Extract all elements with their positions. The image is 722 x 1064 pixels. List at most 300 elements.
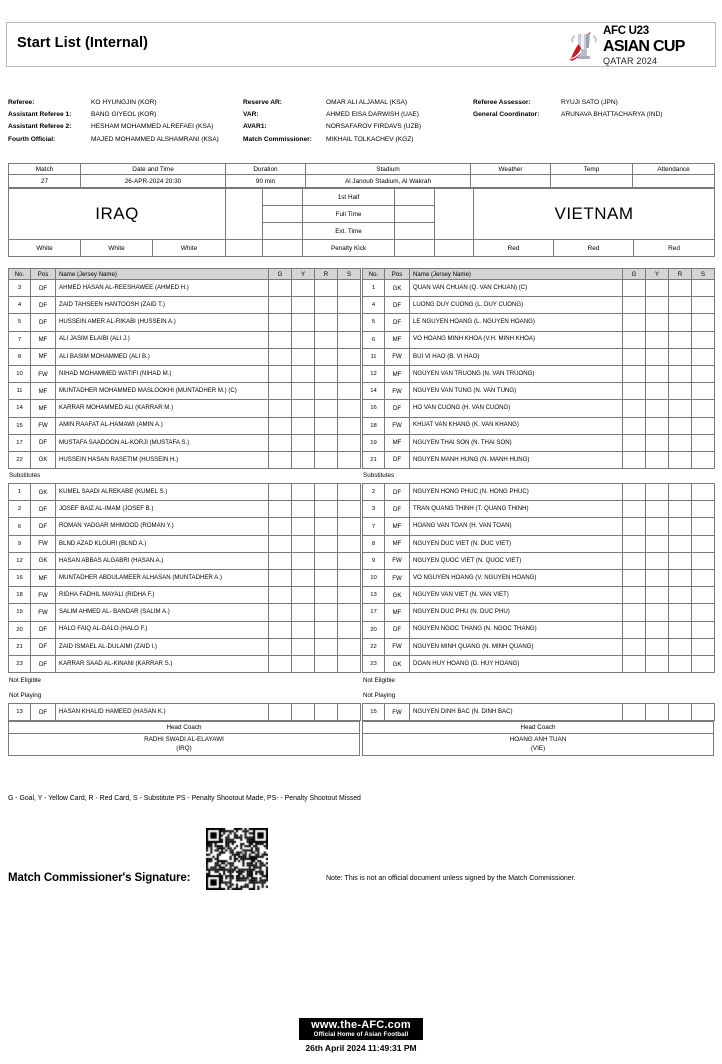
mark-cell-red-card[interactable] [315,400,338,417]
generated-timestamp: 26th April 2024 11:49:31 PM [305,1042,417,1053]
mark-cell-yellow-card[interactable] [292,434,315,451]
home-score-penalty-kick[interactable] [263,240,303,257]
mark-cell-substitute[interactable] [692,280,715,297]
mark-cell-yellow-card[interactable] [646,383,669,400]
home-score-ext-time[interactable] [263,223,303,240]
home-score-1st-half[interactable] [263,189,303,206]
mark-cell-red-card[interactable] [669,314,692,331]
home-head-coach-label: Head Coach [9,722,360,734]
mark-cell-goal[interactable] [269,331,292,348]
mark-cell-yellow-card[interactable] [646,434,669,451]
player-name: ROMAN YADGAR MHMOOD (ROMAN Y.) [56,518,269,535]
home-kit-color-3: White [153,240,226,257]
mark-cell-goal[interactable] [269,365,292,382]
mark-cell-red-card[interactable] [315,383,338,400]
mark-cell-goal[interactable] [623,638,646,655]
mark-cell-goal[interactable] [269,297,292,314]
mark-cell-red-card[interactable] [669,383,692,400]
away-head-coach-label: Head Coach [363,722,714,734]
home-team-panel [8,268,360,756]
table-row [363,552,715,569]
mark-cell-red-card[interactable] [669,638,692,655]
mark-cell-yellow-card[interactable] [646,314,669,331]
mark-cell-yellow-card[interactable] [292,501,315,518]
official-row [243,96,473,108]
mark-cell-red-card[interactable] [315,604,338,621]
player-position: DF [385,314,410,331]
mark-cell-red-card[interactable] [315,314,338,331]
mark-cell-yellow-card[interactable] [646,280,669,297]
player-position: MF [385,518,410,535]
mark-cell-substitute[interactable] [338,348,361,365]
mark-cell-red-card[interactable] [315,621,338,638]
mark-cell-yellow-card[interactable] [292,451,315,468]
match-info-value-cell[interactable] [471,175,551,188]
mark-cell-red-card[interactable] [669,297,692,314]
mark-cell-goal[interactable] [269,704,292,721]
mark-cell-substitute[interactable] [338,314,361,331]
mark-cell-red-card[interactable] [669,604,692,621]
player-position: MF [31,348,56,365]
mark-cell-red-card[interactable] [315,501,338,518]
mark-cell-substitute[interactable] [338,501,361,518]
mark-cell-goal[interactable] [269,451,292,468]
away-not-playing-label: Not Playing [363,692,396,700]
player-number: 13 [9,704,31,721]
mark-cell-goal[interactable] [269,484,292,501]
mark-cell-substitute[interactable] [338,518,361,535]
mark-cell-goal[interactable] [623,518,646,535]
mark-cell-goal[interactable] [623,434,646,451]
official-label: Referee: [8,98,35,106]
mark-cell-red-card[interactable] [669,417,692,434]
table-row [363,655,715,672]
mark-cell-yellow-card[interactable] [646,417,669,434]
mark-cell-yellow-card[interactable] [292,417,315,434]
mark-cell-goal[interactable] [623,570,646,587]
mark-cell-goal[interactable] [623,314,646,331]
away-head-coach-name: HOANG ANH TUAN [509,736,567,744]
mark-cell-yellow-card[interactable] [292,331,315,348]
mark-cell-red-card[interactable] [315,638,338,655]
player-position: DF [31,501,56,518]
mark-cell-substitute[interactable] [338,451,361,468]
mark-cell-red-card[interactable] [315,434,338,451]
player-position: DF [31,621,56,638]
match-info-header-cell: Stadium [306,164,471,175]
table-row [9,604,361,621]
table-row [363,704,715,721]
mark-cell-goal[interactable] [623,383,646,400]
mark-cell-substitute[interactable] [338,280,361,297]
mark-cell-goal[interactable] [269,348,292,365]
mark-cell-goal[interactable] [269,552,292,569]
match-info-value-cell[interactable]: Al Janoub Stadium, Al Wakrah [306,175,471,188]
mark-cell-goal[interactable] [623,365,646,382]
mark-cell-yellow-card[interactable] [292,638,315,655]
mark-cell-red-card[interactable] [669,535,692,552]
player-position: DF [385,451,410,468]
mark-cell-yellow-card[interactable] [646,570,669,587]
mark-cell-substitute[interactable] [338,365,361,382]
mark-cell-substitute[interactable] [692,570,715,587]
mark-cell-goal[interactable] [269,587,292,604]
mark-cell-goal[interactable] [269,604,292,621]
mark-cell-substitute[interactable] [692,704,715,721]
mark-cell-yellow-card[interactable] [292,383,315,400]
mark-cell-red-card[interactable] [669,570,692,587]
home-substitutes-label: Substitutes [9,472,41,480]
mark-cell-yellow-card[interactable] [646,400,669,417]
official-value: RYUJI SATO (JPN) [561,98,618,106]
period-label-penalty-kick: Penalty Kick [303,240,395,257]
mark-cell-red-card[interactable] [669,451,692,468]
player-number: 8 [363,535,385,552]
player-position: MF [385,604,410,621]
mark-cell-substitute[interactable] [338,331,361,348]
mark-cell-substitute[interactable] [692,348,715,365]
mark-cell-yellow-card[interactable] [292,704,315,721]
column-header-g: G [623,269,646,280]
player-number: 7 [363,518,385,535]
player-number: 2 [363,484,385,501]
mark-cell-red-card[interactable] [669,655,692,672]
player-number: 3 [9,280,31,297]
mark-cell-goal[interactable] [269,535,292,552]
mark-cell-substitute[interactable] [692,552,715,569]
official-row [8,108,243,120]
player-number: 18 [363,417,385,434]
player-name: HASAN ABBAS ALGABRI (HASAN A.) [56,552,269,569]
mark-cell-substitute[interactable] [692,365,715,382]
mark-cell-goal[interactable] [269,280,292,297]
table-row [363,348,715,365]
mark-cell-substitute[interactable] [692,638,715,655]
away-substitutes-table [362,483,715,673]
mark-cell-yellow-card[interactable] [292,570,315,587]
mark-cell-goal[interactable] [269,417,292,434]
column-header-name: Name (Jersey Name) [410,269,623,280]
mark-cell-red-card[interactable] [315,417,338,434]
mark-cell-substitute[interactable] [338,552,361,569]
mark-cell-red-card[interactable] [315,570,338,587]
mark-cell-yellow-card[interactable] [292,604,315,621]
mark-cell-substitute[interactable] [692,417,715,434]
mark-cell-goal[interactable] [623,604,646,621]
mark-cell-yellow-card[interactable] [646,348,669,365]
mark-cell-goal[interactable] [269,383,292,400]
mark-cell-yellow-card[interactable] [646,331,669,348]
mark-cell-goal[interactable] [623,451,646,468]
match-info-header-cell: Duration [226,164,306,175]
mark-cell-goal[interactable] [623,501,646,518]
player-position: FW [31,604,56,621]
player-name: JOSEF BAIZ AL-IMAM (JOSEF B.) [56,501,269,518]
player-name: KARRAR SAAD AL-KINANI (KARRAR S.) [56,655,269,672]
mark-cell-substitute[interactable] [338,535,361,552]
mark-cell-substitute[interactable] [338,484,361,501]
mark-cell-substitute[interactable] [338,604,361,621]
player-number: 21 [363,451,385,468]
player-position: DF [385,501,410,518]
mark-cell-yellow-card[interactable] [646,655,669,672]
away-not-playing-table [362,703,715,721]
mark-cell-yellow-card[interactable] [646,704,669,721]
away-score-1st-half[interactable] [395,189,435,206]
player-position: DF [31,704,56,721]
mark-cell-yellow-card[interactable] [292,587,315,604]
column-header-name: Name (Jersey Name) [56,269,269,280]
mark-cell-substitute[interactable] [692,621,715,638]
match-info-value-cell[interactable]: 26-APR-2024 20:30 [81,175,226,188]
mark-cell-substitute[interactable] [692,314,715,331]
kit-row-spacer-left [226,240,263,257]
player-number: 18 [9,587,31,604]
mark-cell-yellow-card[interactable] [292,400,315,417]
official-label: VAR: [243,111,259,119]
player-position: FW [31,417,56,434]
mark-cell-goal[interactable] [623,535,646,552]
column-header-y: Y [292,269,315,280]
home-head-coach-name: RADHI SWADI AL-ELAYAWI [144,736,224,744]
mark-cell-yellow-card[interactable] [292,621,315,638]
mark-cell-substitute[interactable] [692,518,715,535]
mark-cell-red-card[interactable] [315,655,338,672]
mark-cell-substitute[interactable] [692,655,715,672]
match-info-value-cell[interactable]: 27 [9,175,81,188]
mark-cell-substitute[interactable] [338,570,361,587]
mark-cell-yellow-card[interactable] [646,535,669,552]
player-position: DF [31,638,56,655]
mark-cell-goal[interactable] [269,638,292,655]
away-head-coach-table [362,721,714,756]
mark-cell-substitute[interactable] [338,400,361,417]
mark-cell-yellow-card[interactable] [292,518,315,535]
player-number: 15 [9,417,31,434]
afc-asian-cup-logo [565,27,707,65]
player-name: NGUYEN NGOC THANG (N. NGOC THANG) [410,621,623,638]
mark-cell-goal[interactable] [269,621,292,638]
mark-cell-red-card[interactable] [669,400,692,417]
mark-cell-substitute[interactable] [692,434,715,451]
table-row [363,383,715,400]
mark-cell-red-card[interactable] [669,434,692,451]
mark-cell-goal[interactable] [269,501,292,518]
mark-cell-yellow-card[interactable] [646,518,669,535]
mark-cell-substitute[interactable] [338,383,361,400]
mark-cell-goal[interactable] [623,587,646,604]
player-name: NGUYEN DUC VIET (N. DUC VIET) [410,535,623,552]
player-number: 13 [363,587,385,604]
mark-cell-yellow-card[interactable] [646,552,669,569]
mark-cell-yellow-card[interactable] [646,297,669,314]
mark-cell-yellow-card[interactable] [292,348,315,365]
mark-cell-yellow-card[interactable] [292,535,315,552]
player-name: RIDHA FADHIL MAYALI (RIDHA F.) [56,587,269,604]
home-kit-color-1: White [9,240,81,257]
mark-cell-substitute[interactable] [692,451,715,468]
official-label: AVAR1: [243,123,267,131]
player-name: QUAN VAN CHUAN (Q. VAN CHUAN) (C) [410,280,623,297]
table-row [9,621,361,638]
mark-cell-red-card[interactable] [669,365,692,382]
mark-cell-yellow-card[interactable] [292,484,315,501]
mark-cell-red-card[interactable] [669,621,692,638]
player-name: MUNTADHER ABDULAMEER ALHASAN (MUNTADHER A.) [56,570,269,587]
mark-cell-goal[interactable] [623,552,646,569]
mark-cell-yellow-card[interactable] [646,638,669,655]
mark-cell-red-card[interactable] [669,331,692,348]
table-row [9,451,361,468]
mark-cell-red-card[interactable] [315,587,338,604]
match-info-value-cell[interactable]: 90 min [226,175,306,188]
mark-cell-goal[interactable] [269,570,292,587]
mark-cell-goal[interactable] [623,331,646,348]
mark-cell-goal[interactable] [623,400,646,417]
mark-cell-substitute[interactable] [338,704,361,721]
officials-column-1 [8,96,243,146]
player-number: 9 [9,535,31,552]
table-row [363,417,715,434]
official-row [8,96,243,108]
mark-cell-goal[interactable] [269,434,292,451]
mark-cell-red-card[interactable] [315,552,338,569]
period-label-full-time: Full Time [303,206,395,223]
mark-cell-goal[interactable] [269,655,292,672]
mark-cell-red-card[interactable] [315,535,338,552]
mark-cell-red-card[interactable] [315,348,338,365]
player-name: MUSTAFA SAADOON AL-KORJI (MUSTAFA S.) [56,434,269,451]
away-score-full-time[interactable] [395,206,435,223]
player-position: GK [31,484,56,501]
mark-cell-substitute[interactable] [338,587,361,604]
player-number: 9 [363,552,385,569]
mark-cell-yellow-card[interactable] [646,604,669,621]
home-not-eligible-label: Not Eligible [9,677,41,685]
mark-cell-red-card[interactable] [669,587,692,604]
player-name: NGUYEN HONG PHUC (N. HONG PHUC) [410,484,623,501]
mark-cell-red-card[interactable] [669,704,692,721]
column-header-g: G [269,269,292,280]
mark-cell-goal[interactable] [623,484,646,501]
mark-cell-substitute[interactable] [692,604,715,621]
mark-cell-yellow-card[interactable] [646,451,669,468]
mark-cell-substitute[interactable] [692,501,715,518]
home-starters-table [8,268,361,469]
mark-cell-red-card[interactable] [315,365,338,382]
mark-cell-goal[interactable] [623,655,646,672]
match-info-header-cell: Temp [551,164,633,175]
player-position: DF [385,484,410,501]
mark-cell-red-card[interactable] [669,552,692,569]
player-position: GK [385,655,410,672]
mark-cell-substitute[interactable] [692,587,715,604]
mark-cell-substitute[interactable] [338,417,361,434]
player-number: 14 [363,383,385,400]
mark-cell-goal[interactable] [269,400,292,417]
mark-cell-substitute[interactable] [338,297,361,314]
player-name: ZAID ISMAEL AL-DULAIMI (ZAID I.) [56,638,269,655]
mark-cell-substitute[interactable] [338,434,361,451]
player-position: FW [385,348,410,365]
mark-cell-yellow-card[interactable] [292,552,315,569]
mark-cell-substitute[interactable] [692,484,715,501]
player-name: KUMEL SAADI ALREKABE (KUMEL S.) [56,484,269,501]
mark-cell-goal[interactable] [623,280,646,297]
mark-cell-yellow-card[interactable] [292,297,315,314]
match-info-value-cell[interactable] [551,175,633,188]
score-block-table [8,188,715,257]
home-score-full-time[interactable] [263,206,303,223]
mark-cell-red-card[interactable] [315,451,338,468]
mark-cell-yellow-card[interactable] [646,587,669,604]
mark-cell-substitute[interactable] [338,638,361,655]
mark-cell-goal[interactable] [623,704,646,721]
away-substitutes-label: Substitutes [363,472,395,480]
mark-cell-red-card[interactable] [315,484,338,501]
mark-cell-red-card[interactable] [669,518,692,535]
mark-cell-goal[interactable] [623,417,646,434]
table-row [9,400,361,417]
mark-cell-red-card[interactable] [669,501,692,518]
mark-cell-red-card[interactable] [315,297,338,314]
mark-cell-goal[interactable] [269,314,292,331]
mark-cell-red-card[interactable] [669,348,692,365]
mark-cell-substitute[interactable] [692,400,715,417]
mark-cell-substitute[interactable] [338,655,361,672]
mark-cell-yellow-card[interactable] [646,621,669,638]
player-name: AMIN RAAFAT AL-HAMAWI (AMIN A.) [56,417,269,434]
mark-cell-yellow-card[interactable] [292,655,315,672]
mark-cell-yellow-card[interactable] [646,501,669,518]
home-kit-color-2: White [81,240,153,257]
table-row [363,280,715,297]
mark-cell-yellow-card[interactable] [292,314,315,331]
away-score-penalty-kick[interactable] [395,240,435,257]
mark-cell-yellow-card[interactable] [646,484,669,501]
mark-cell-substitute[interactable] [692,535,715,552]
match-info-value-row [9,175,715,188]
table-row [363,518,715,535]
player-position: FW [31,365,56,382]
table-row [9,518,361,535]
official-value: KO HYUNGJIN (KOR) [91,98,157,106]
match-info-value-cell[interactable] [633,175,715,188]
mark-cell-substitute[interactable] [338,621,361,638]
mark-cell-red-card[interactable] [315,280,338,297]
logo-line-3: QATAR 2024 [603,55,658,66]
official-value: ARUNAVA BHATTACHARYA (IND) [561,111,663,119]
mark-cell-red-card[interactable] [315,331,338,348]
table-row [363,501,715,518]
mark-cell-yellow-card[interactable] [646,365,669,382]
mark-cell-goal[interactable] [623,621,646,638]
mark-cell-red-card[interactable] [669,484,692,501]
mark-cell-goal[interactable] [623,297,646,314]
mark-cell-substitute[interactable] [692,383,715,400]
mark-cell-substitute[interactable] [692,331,715,348]
away-score-ext-time[interactable] [395,223,435,240]
mark-cell-goal[interactable] [623,348,646,365]
mark-cell-substitute[interactable] [692,297,715,314]
mark-cell-goal[interactable] [269,518,292,535]
period-label-ext-time: Ext. Time [303,223,395,240]
mark-cell-yellow-card[interactable] [292,280,315,297]
mark-cell-red-card[interactable] [315,518,338,535]
mark-cell-yellow-card[interactable] [292,365,315,382]
mark-cell-red-card[interactable] [669,280,692,297]
mark-cell-red-card[interactable] [315,704,338,721]
